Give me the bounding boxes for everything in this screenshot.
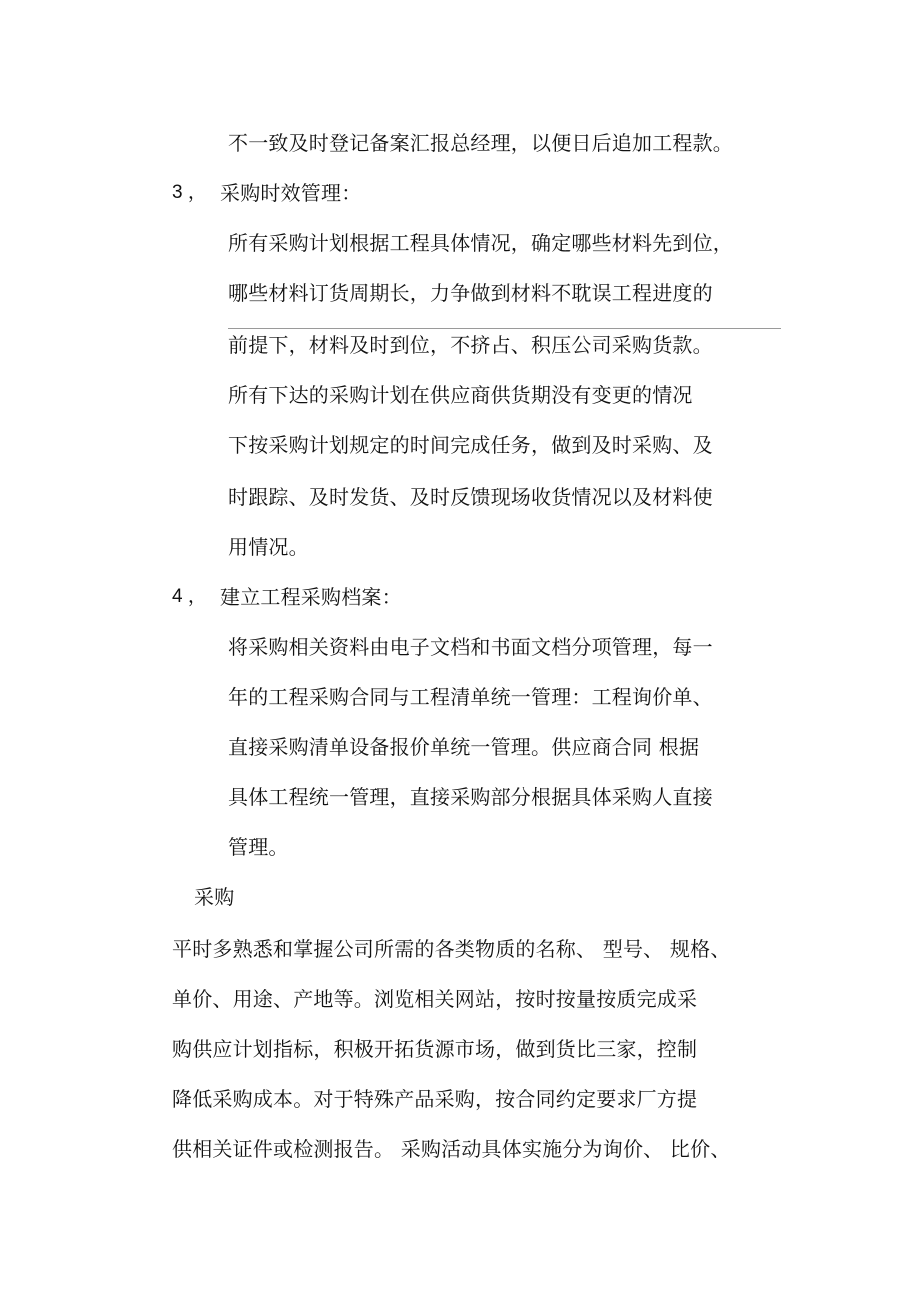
text-line: 购供应计划指标，积极开拓货源市场，做到货比三家，控制 <box>172 1037 698 1061</box>
section-heading: 采购 <box>194 885 235 909</box>
text-line: 时跟踪、及时发货、及时反馈现场收货情况以及材料使 <box>228 485 713 509</box>
text-line: 将采购相关资料由电子文档和书面文档分项管理，每一 <box>228 635 713 659</box>
text-line: 供相关证件或检测报告。 采购活动具体实施分为询价、 比价、 <box>172 1137 731 1161</box>
text-line: 平时多熟悉和掌握公司所需的各类物质的名称、 型号、 规格、 <box>172 937 731 961</box>
text-line: 不一致及时登记备案汇报总经理，以便日后追加工程款。 <box>228 131 733 155</box>
text-line: 下按采购计划规定的时间完成任务，做到及时采购、及 <box>228 433 713 457</box>
section-heading: 采购时效管理： <box>220 181 362 205</box>
text-line: 单价、用途、产地等。浏览相关网站，按时按量按质完成采 <box>172 987 698 1011</box>
text-line: 直接采购清单设备报价单统一管理。供应商合同 根据 <box>228 735 700 759</box>
horizontal-rule <box>228 328 781 329</box>
text-line: 用情况。 <box>228 535 309 559</box>
text-line: 所有采购计划根据工程具体情况，确定哪些材料先到位， <box>228 231 733 255</box>
item-number: 4 ， <box>172 586 207 607</box>
text-line: 前提下，材料及时到位，不挤占、积压公司采购货款。 <box>228 333 713 357</box>
section-heading: 建立工程采购档案： <box>220 585 402 609</box>
text-line: 具体工程统一管理，直接采购部分根据具体采购人直接 <box>228 785 713 809</box>
text-line: 哪些材料订货周期长，力争做到材料不耽误工程进度的 <box>228 281 713 305</box>
item-number: 3 ， <box>172 182 207 203</box>
text-line: 管理。 <box>228 835 289 859</box>
text-line: 年的工程采购合同与工程清单统一管理：工程询价单、 <box>228 685 713 709</box>
text-line: 所有下达的采购计划在供应商供货期没有变更的情况 <box>228 383 693 407</box>
text-line: 降低采购成本。对于特殊产品采购，按合同约定要求厂方提 <box>172 1087 698 1111</box>
